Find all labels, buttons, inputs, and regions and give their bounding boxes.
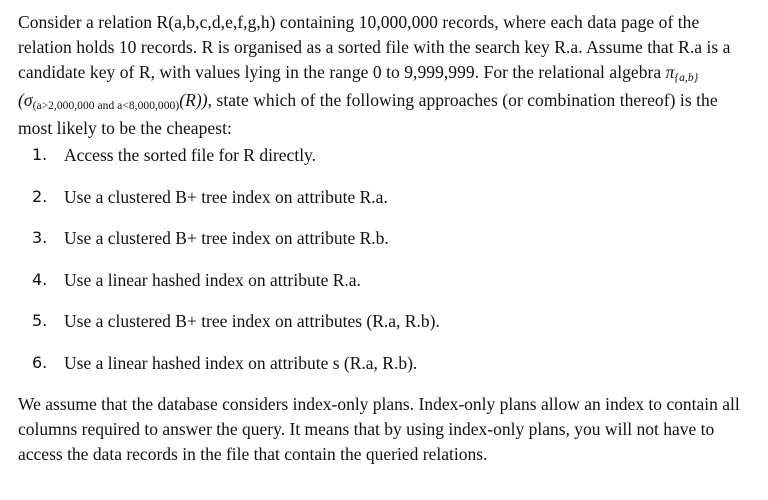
question-intro — [18, 10, 753, 141]
projection-symbol: π — [665, 62, 675, 82]
option-item-6 — [32, 351, 440, 393]
option-number: 5. — [32, 311, 48, 330]
option-number: 6. — [32, 352, 48, 372]
option-item-3 — [32, 226, 440, 268]
relation-r: (R) — [179, 90, 202, 110]
option-number: 4. — [32, 269, 48, 289]
option-text: Use a linear hashed index on attribute R.a. — [64, 269, 361, 290]
options-list — [32, 143, 440, 392]
question-document — [18, 10, 753, 141]
option-number: 2. — [32, 186, 48, 206]
question-outro: We assume that the database considers index-only plans. Index-only plans allow an index to contain all columns required to answer the query. It means that by using index-only plans, you will not have to access the data records in the file that contain the queried relations. — [18, 394, 740, 464]
option-item-5 — [32, 309, 440, 351]
option-number: 3. — [32, 228, 48, 247]
option-number: 1. — [32, 145, 48, 164]
intro-text-1: Consider a relation R(a,b,c,d,e,f,g,h) containing 10,000,000 records, where each data page of the relation holds 10 records. R is organised as a sorted file with the search key R.a. Assume that R.a is a candidate key of R, with values lying in the range 0 to 9,999,999. For the relational algebra — [18, 12, 731, 82]
option-text: Use a clustered B+ tree index on attribute R.b. — [64, 228, 389, 248]
option-text: Access the sorted file for R directly. — [64, 145, 317, 165]
intro-text-2: , state which of the following approaches (or combination thereof) is the most likely to be the cheapest: — [18, 90, 718, 138]
option-text: Use a clustered B+ tree index on attribute R.a. — [64, 186, 388, 207]
projection-attributes: {a,b} — [674, 72, 699, 84]
option-text: Use a linear hashed index on attribute s (R.a, R.b). — [64, 352, 418, 373]
option-text: Use a clustered B+ tree index on attributes (R.a, R.b). — [64, 311, 440, 331]
selection-close: ) — [201, 90, 208, 110]
selection-open: (σ — [18, 90, 33, 110]
option-item-2 — [32, 185, 440, 227]
selection-condition: (a>2,000,000 and a<8,000,000) — [32, 100, 180, 112]
option-item-4 — [32, 268, 440, 310]
option-item-1 — [32, 143, 440, 185]
